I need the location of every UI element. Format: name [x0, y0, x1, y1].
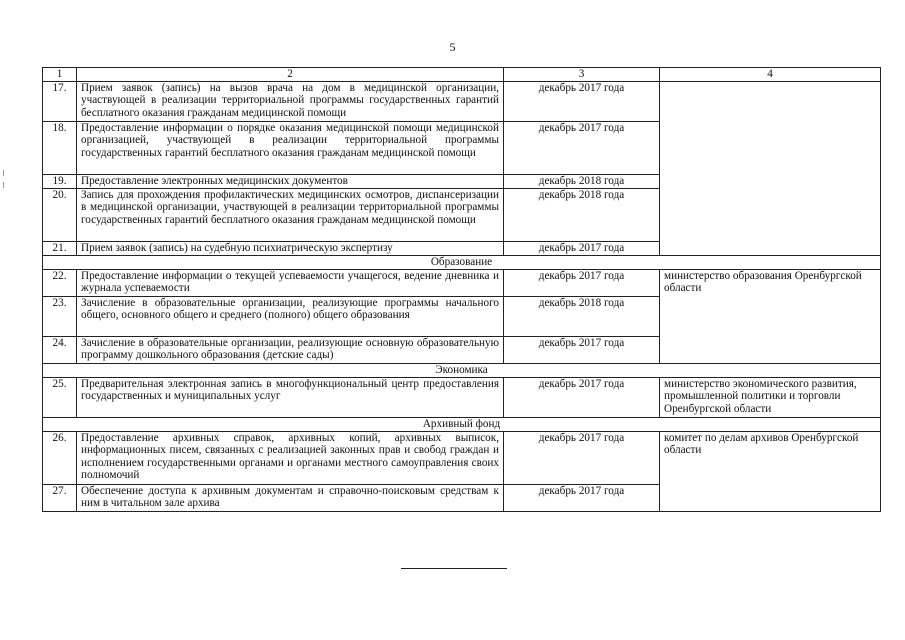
column-header: 3: [504, 68, 660, 82]
responsible-body-cell: [660, 81, 881, 255]
service-description: Предоставление информации о текущей успеваемости учащегося, ведение дневника и журнала успеваемости: [77, 269, 504, 296]
column-header: 2: [77, 68, 504, 82]
column-header: 1: [43, 68, 77, 82]
deadline: декабрь 2017 года: [504, 431, 660, 484]
service-description: Запись для прохождения профилактических медицинских осмотров, диспансеризации в медицинской организации, участвующей в реализации территориальной программы государственных гарантий бесплатного оказания гражданам медицинской помощи: [77, 188, 504, 241]
row-number: 22.: [43, 269, 77, 296]
service-description: Прием заявок (запись) на вызов врача на дом в медицинской организации, участвующей в реализации территориальной программы государственных гарантий бесплатного оказания гражданам медицинской помощи: [77, 81, 504, 121]
service-description: Предоставление архивных справок, архивных копий, архивных выписок, информационных писем, связанных с реализацией законных прав и свобод граждан и исполнением государственными органами и органами местного самоуправления своих полномочий: [77, 431, 504, 484]
deadline: декабрь 2018 года: [504, 174, 660, 188]
deadline: декабрь 2017 года: [504, 241, 660, 255]
row-number: 23.: [43, 296, 77, 336]
section-title-economy: Экономика: [43, 363, 881, 377]
row-number: 19.: [43, 174, 77, 188]
column-header: 4: [660, 68, 881, 82]
responsible-body: комитет по делам архивов Оренбургской области: [660, 431, 881, 511]
service-description: Зачисление в образовательные организации, реализующие программы начального общего, основного общего и среднего (полного) общего образования: [77, 296, 504, 336]
service-description: Предварительная электронная запись в многофункциональный центр предоставления государственных и муниципальных услуг: [77, 377, 504, 417]
section-row: [43, 255, 881, 269]
table-header-row: [43, 68, 881, 82]
responsible-body: министерство экономического развития, промышленной политики и торговли Оренбургской области: [660, 377, 881, 417]
service-description: Предоставление электронных медицинских документов: [77, 174, 504, 188]
service-description: Обеспечение доступа к архивным документам и справочно-поисковым средствам к ним в читальном зале архива: [77, 484, 504, 511]
section-title-archives: Архивный фонд: [43, 417, 881, 431]
scan-edge-mark: [3, 170, 4, 176]
service-description: Прием заявок (запись) на судебную психиатрическую экспертизу: [77, 241, 504, 255]
page-number: 5: [449, 40, 456, 54]
row-number: 17.: [43, 81, 77, 121]
deadline: декабрь 2017 года: [504, 121, 660, 174]
row-number: 21.: [43, 241, 77, 255]
deadline: декабрь 2017 года: [504, 484, 660, 511]
section-row: [43, 363, 881, 377]
scan-edge-mark: [3, 182, 4, 188]
deadline: декабрь 2017 года: [504, 336, 660, 363]
row-number: 26.: [43, 431, 77, 484]
table-row: [43, 269, 881, 296]
row-number: 25.: [43, 377, 77, 417]
deadline: декабрь 2018 года: [504, 188, 660, 241]
services-table: [42, 67, 881, 512]
deadline: декабрь 2018 года: [504, 296, 660, 336]
deadline: декабрь 2017 года: [504, 377, 660, 417]
deadline: декабрь 2017 года: [504, 81, 660, 121]
row-number: 24.: [43, 336, 77, 363]
row-number: 18.: [43, 121, 77, 174]
section-title-education: Образование: [43, 255, 881, 269]
row-number: 20.: [43, 188, 77, 241]
table-row: [43, 431, 881, 484]
service-description: Зачисление в образовательные организации, реализующие основную образовательную программу дошкольного образования (детские сады): [77, 336, 504, 363]
table-row: [43, 81, 881, 121]
section-row: [43, 417, 881, 431]
footer-divider: [401, 568, 507, 569]
table-row: [43, 377, 881, 417]
responsible-body: министерство образования Оренбургской области: [660, 269, 881, 363]
service-description: Предоставление информации о порядке оказания медицинской помощи медицинской организацией, участвующей в реализации территориальной программы государственных гарантий бесплатного оказания гражданам медицинской помощи: [77, 121, 504, 174]
deadline: декабрь 2017 года: [504, 269, 660, 296]
row-number: 27.: [43, 484, 77, 511]
